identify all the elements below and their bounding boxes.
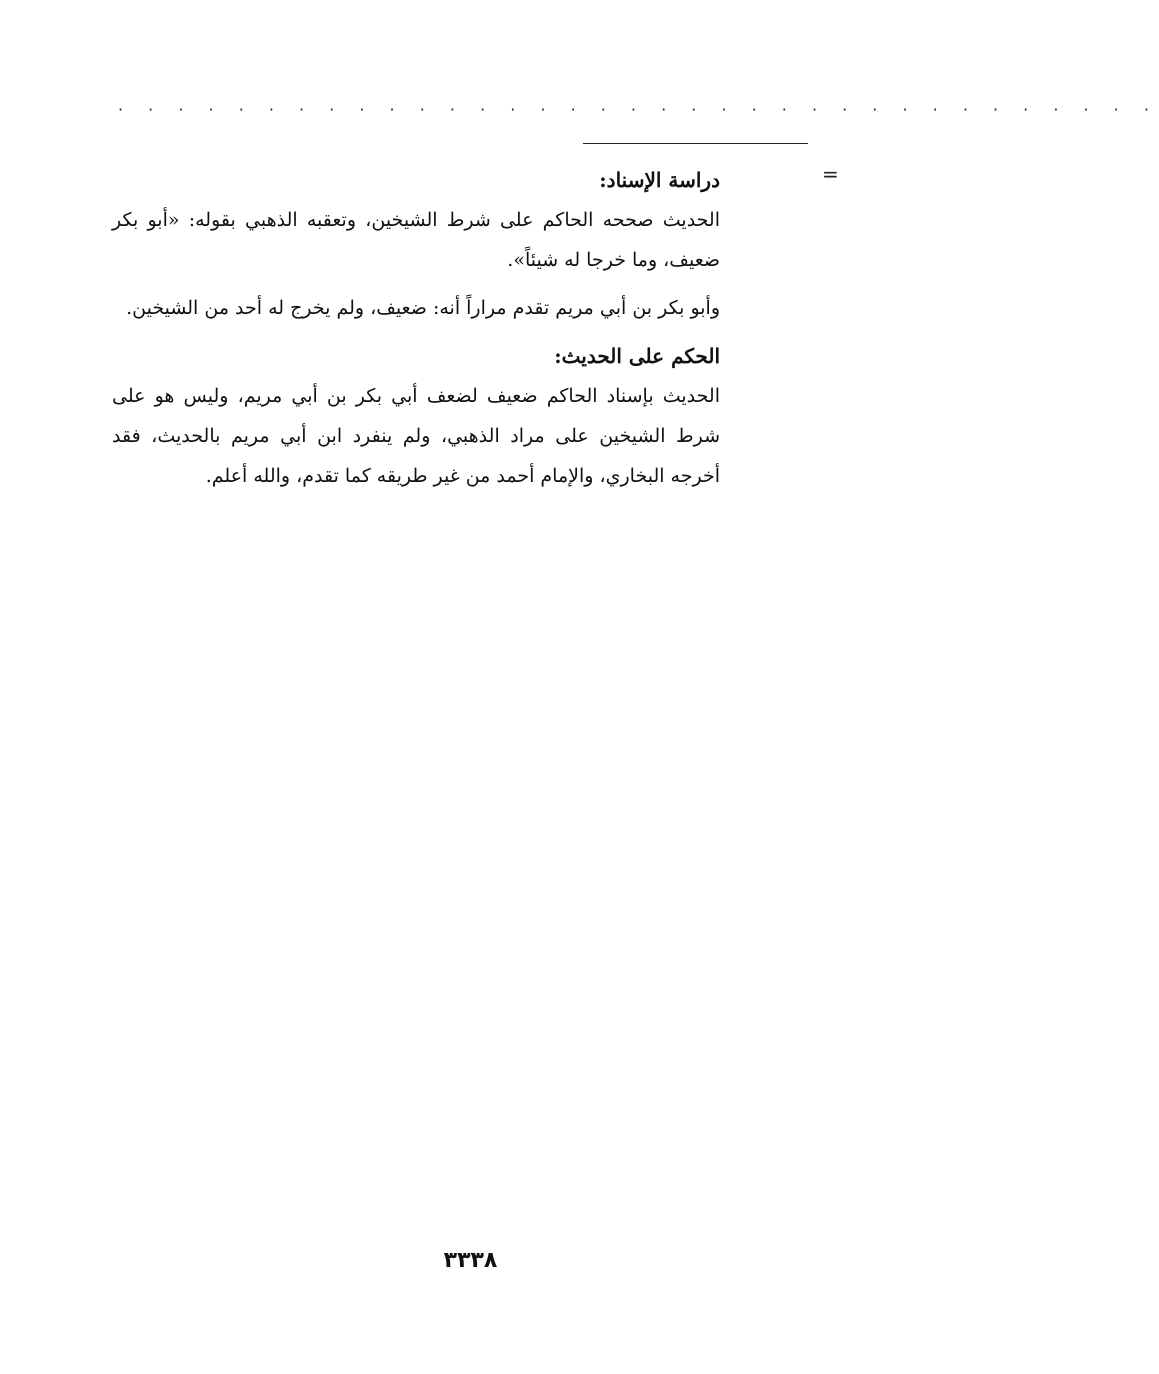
footnote-dotted-separator: · · · · · · · · · · · · · · · · · · · · · · · · · · · · · · · · · · · — [118, 100, 1159, 119]
paragraph-gap — [112, 280, 720, 288]
ruling-paragraph: الحديث بإسناد الحاكم ضعيف لضعف أبي بكر بن أبي مريم، وليس هو على شرط الشيخين على مراد الذهبي، ولم ينفرد ابن أبي مريم بالحديث، فقد أخرجه البخاري، والإمام أحمد من غير طريقه كما تقدم، والله أعلم. — [112, 385, 720, 487]
page-body — [112, 160, 720, 496]
paragraph-gap — [112, 328, 720, 336]
isnad-paragraph-2: وأبو بكر بن أبي مريم تقدم مراراً أنه: ضعيف، ولم يخرج له أحد من الشيخين. — [126, 297, 720, 319]
page-number: ٣٣٣٨ — [443, 1248, 498, 1273]
footnote-rule — [583, 143, 808, 144]
hadith-ruling-heading: الحكم على الحديث: — [554, 344, 720, 368]
isnad-paragraph-1: الحديث صححه الحاكم على شرط الشيخين، وتعقبه الذهبي بقوله: «أبو بكر ضعيف، وما خرجا له شيئاً». — [112, 209, 720, 271]
continuation-mark: = — [822, 162, 839, 186]
isnad-study-heading: دراسة الإسناد: — [599, 168, 720, 192]
